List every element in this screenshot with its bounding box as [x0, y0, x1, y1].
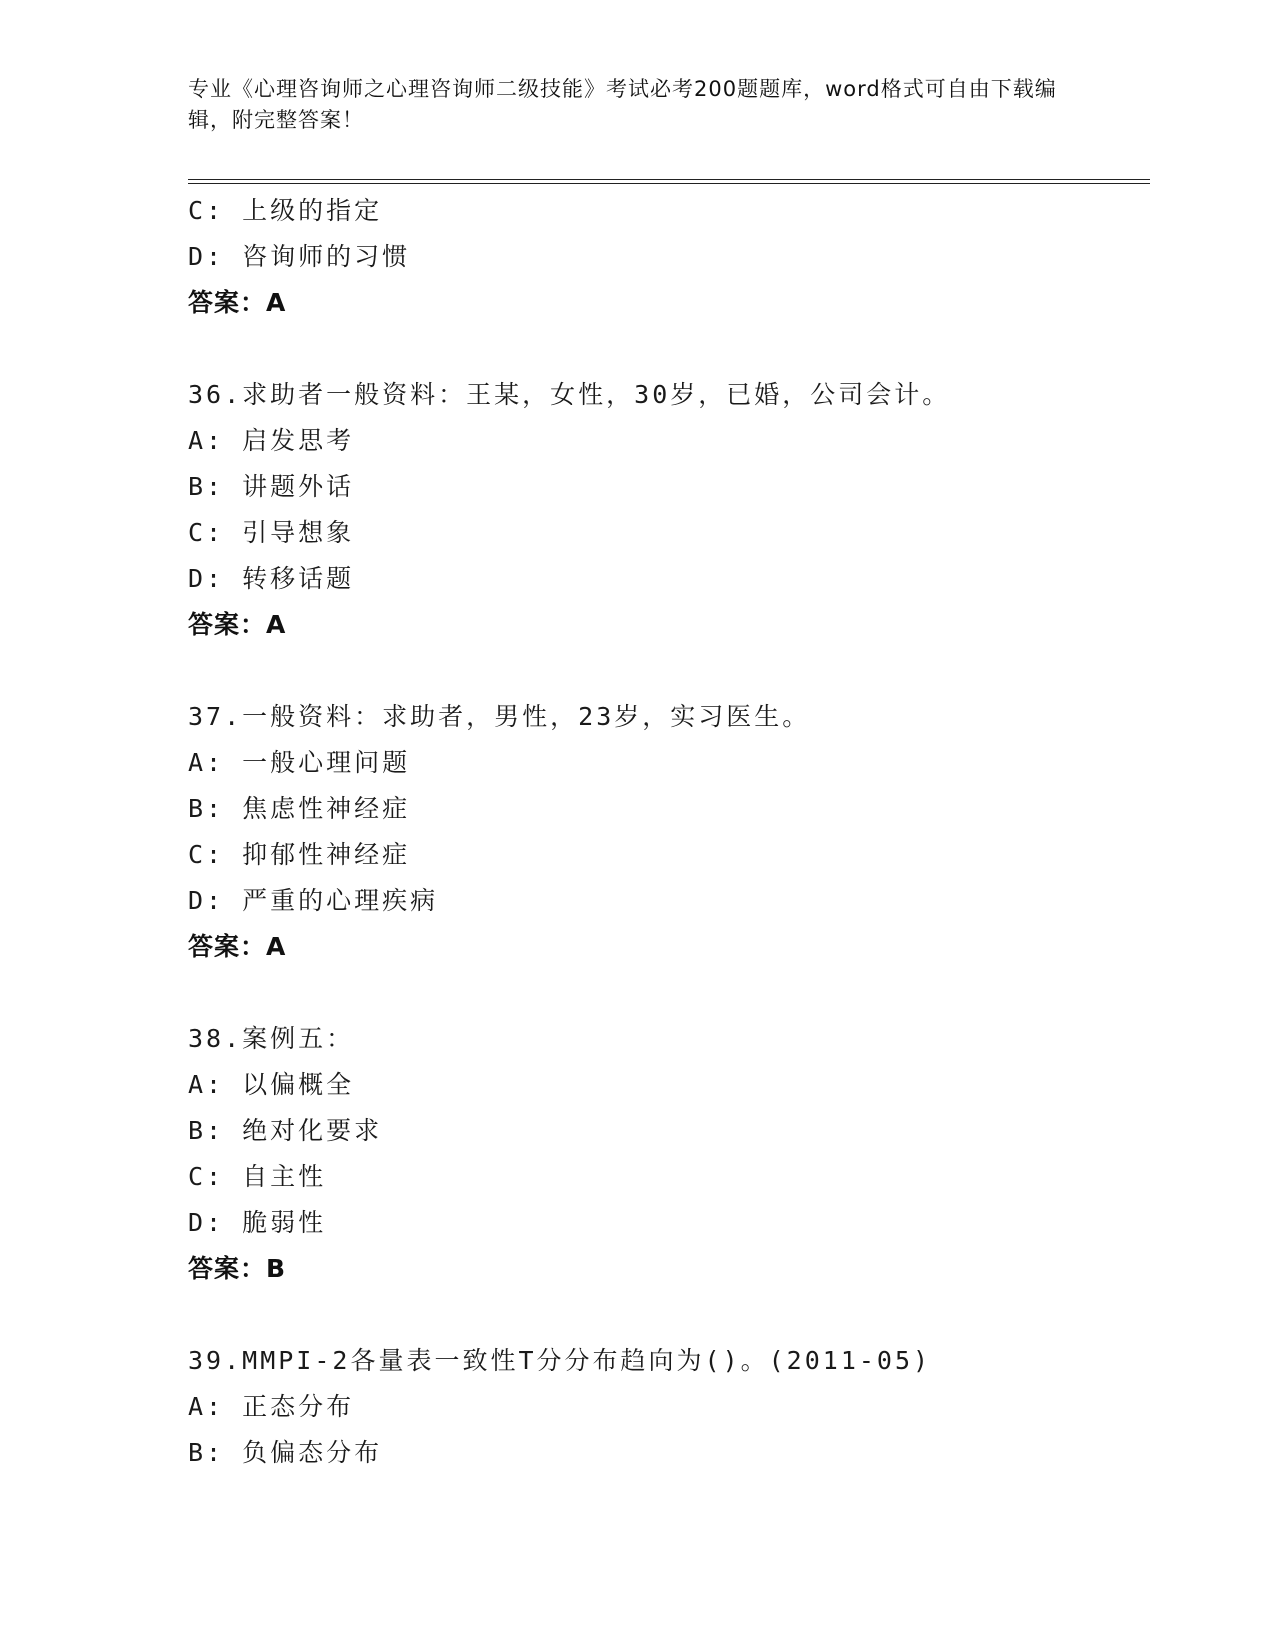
spacer: [188, 1292, 1148, 1338]
option-d: D: 转移话题: [188, 564, 355, 593]
answer-line: 答案：B: [188, 1254, 287, 1283]
option-d: D: 严重的心理疾病: [188, 886, 439, 915]
answer-line: 答案：A: [188, 610, 287, 639]
option-b: B: 焦虑性神经症: [188, 794, 411, 823]
answer-line: 答案：A: [188, 932, 287, 961]
option-a: A: 正态分布: [188, 1392, 355, 1421]
option-d: D: 脆弱性: [188, 1208, 327, 1237]
header-divider-bottom: [188, 183, 1150, 184]
option-a: A: 以偏概全: [188, 1070, 355, 1099]
option-c: C: 抑郁性神经症: [188, 840, 411, 869]
question-stem: 38.案例五：: [188, 1024, 355, 1053]
document-header: 专业《心理咨询师之心理咨询师二级技能》考试必考200题题库，word格式可自由下载编辑，附完整答案！: [188, 77, 1057, 132]
spacer: [188, 326, 1148, 372]
option-c: C: 自主性: [188, 1162, 327, 1191]
option-b: B: 绝对化要求: [188, 1116, 383, 1145]
option-b: B: 讲题外话: [188, 472, 355, 501]
option-a: A: 一般心理问题: [188, 748, 411, 777]
header-divider-top: [188, 179, 1150, 180]
question-block: [188, 694, 1148, 970]
spacer: [188, 648, 1148, 694]
question-list: [188, 188, 1148, 1476]
option-c: C: 上级的指定: [188, 196, 383, 225]
spacer: [188, 970, 1148, 1016]
question-stem: 37.一般资料：求助者，男性，23岁，实习医生。: [188, 702, 811, 731]
answer-line: 答案：A: [188, 288, 287, 317]
question-block: [188, 1016, 1148, 1292]
option-d: D: 咨询师的习惯: [188, 242, 411, 271]
question-block: [188, 372, 1148, 648]
option-b: B: 负偏态分布: [188, 1438, 383, 1467]
option-c: C: 引导想象: [188, 518, 355, 547]
option-a: A: 启发思考: [188, 426, 355, 455]
question-stem: 36.求助者一般资料：王某，女性，30岁，已婚，公司会计。: [188, 380, 951, 409]
question-stem: 39.MMPI-2各量表一致性T分分布趋向为()。(2011-05): [188, 1346, 932, 1375]
question-block: [188, 188, 1148, 326]
question-block: [188, 1338, 1148, 1476]
